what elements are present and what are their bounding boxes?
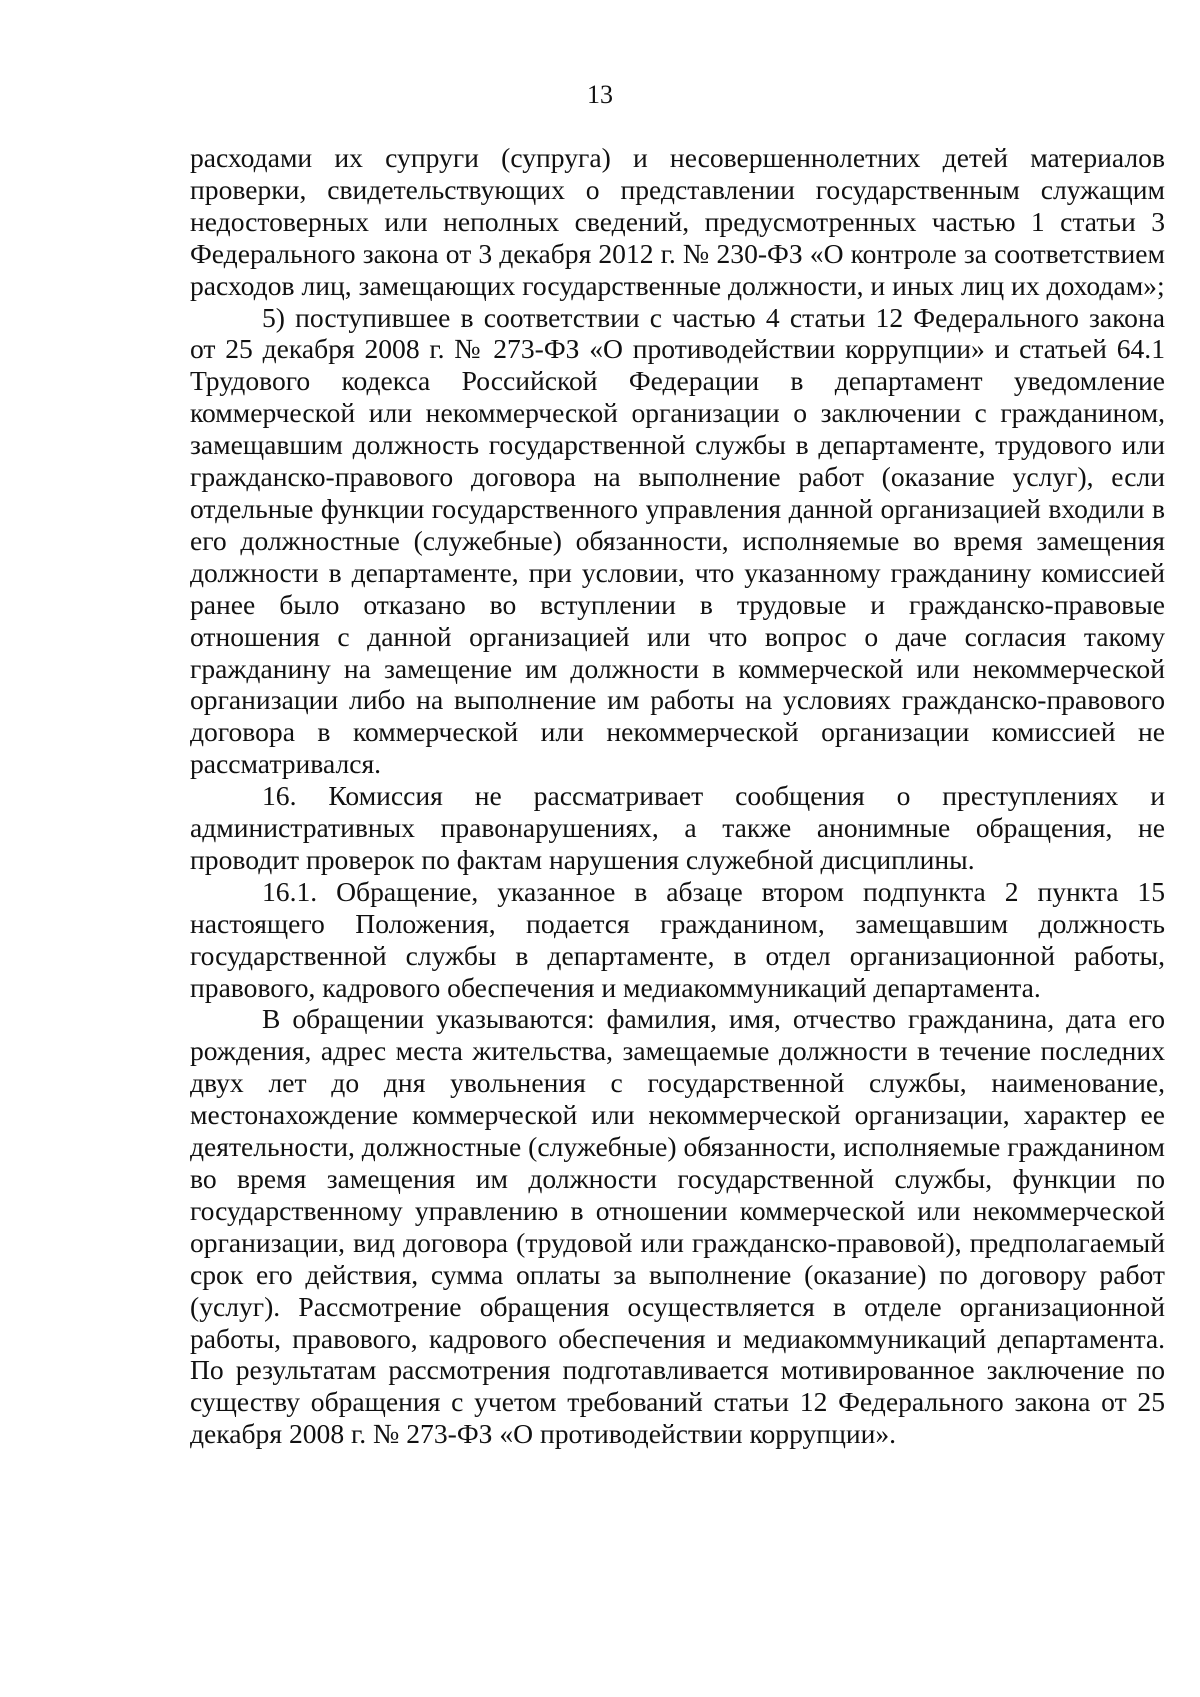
paragraph-item-16-1: 16.1. Обращение, указанное в абзаце втором подпункта 2 пункта 15 настоящего Положения, подается гражданином, замещавшим должность государственной службы в департаменте, в отдел организационной работы, правового, кадрового обеспечения и медиакоммуникаций департамента.: [190, 875, 1165, 1003]
paragraph-continuation: расходами их супруги (супруга) и несовершеннолетних детей материалов проверки, свидетельствующих о представлении государственным служащим недостоверных или неполных сведений, предусмотренных частью 1 статьи 3 Федерального закона от 3 декабря 2012 г. № 230-ФЗ «О контроле за соответствием расходов лиц, замещающих государственные должности, и иных лиц их доходам»;: [190, 142, 1165, 301]
paragraph-item-16: 16. Комиссия не рассматривает сообщения о преступлениях и административных правонарушениях, а также анонимные обращения, не проводит проверок по фактам нарушения служебной дисциплины.: [190, 780, 1165, 875]
paragraph-appeal-contents: В обращении указываются: фамилия, имя, отчество гражданина, дата его рождения, адрес места жительства, замещаемые должности в течение последних двух лет до дня увольнения с государственной службы, наименование, местонахождение коммерческой или некоммерческой организации, характер ее деятельности, должностные (служебные) обязанности, исполняемые гражданином во время замещения им должности государственной службы, функции по государственному управлению в отношении коммерческой или некоммерческой организации, вид договора (трудовой или гражданско-правовой), предполагаемый срок его действия, сумма оплаты за выполнение (оказание) по договору работ (услуг). Рассмотрение обращения осуществляется в отделе организационной работы, правового, кадрового обеспечения и медиакоммуникаций департамента. По результатам рассмотрения подготавливается мотивированное заключение по существу обращения с учетом требований статьи 12 Федерального закона от 25 декабря 2008 г. № 273-ФЗ «О противодействии коррупции».: [190, 1003, 1165, 1450]
document-body: [190, 142, 1165, 1450]
page-number: 13: [587, 80, 613, 109]
paragraph-item-5: 5) поступившее в соответствии с частью 4 статьи 12 Федерального закона от 25 декабря 2008 г. № 273-ФЗ «О противодействии коррупции» и статьей 64.1 Трудового кодекса Российской Федерации в департамент уведомление коммерческой или некоммерческой организации о заключении с гражданином, замещавшим должность государственной службы в департаменте, трудового или гражданско-правового договора на выполнение работ (оказание услуг), если отдельные функции государственного управления данной организацией входили в его должностные (служебные) обязанности, исполняемые во время замещения должности в департаменте, при условии, что указанному гражданину комиссией ранее было отказано во вступлении в трудовые и гражданско-правовые отношения с данной организацией или что вопрос о даче согласия такому гражданину на замещение им должности в коммерческой или некоммерческой организации либо на выполнение им работы на условиях гражданско-правового договора в коммерческой или некоммерческой организации комиссией не рассматривался.: [190, 301, 1165, 780]
